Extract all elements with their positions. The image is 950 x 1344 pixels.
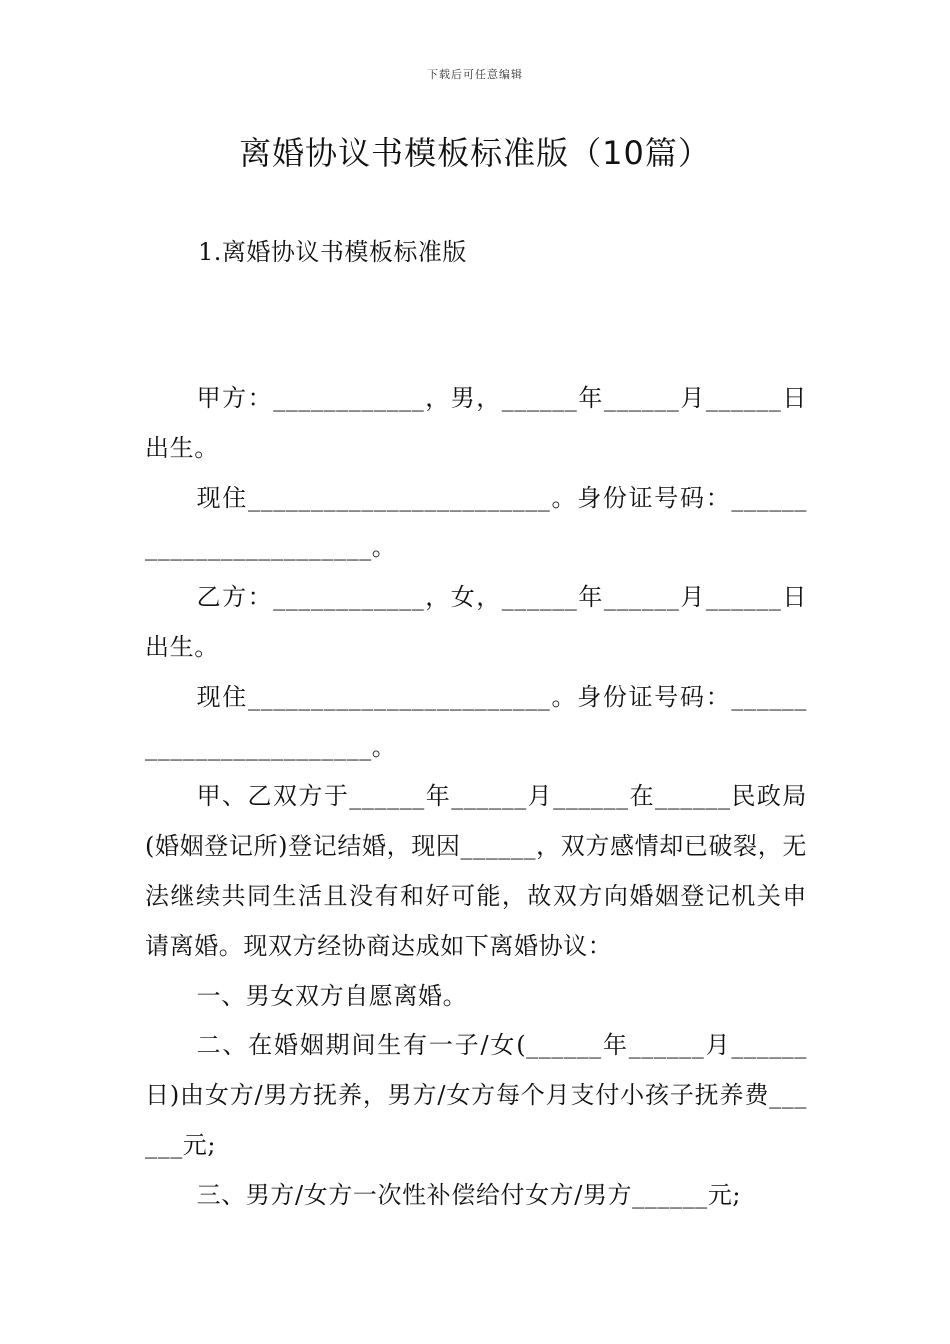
- document-title: 离婚协议书模板标准版（10篇）: [239, 134, 711, 172]
- clause-one: 一、男女双方自愿离婚。: [196, 981, 468, 1010]
- party-b-address-line: 现住________________________。身份证号码：________________________。: [145, 682, 807, 761]
- marriage-statement: 甲、乙双方于______年______月______在______民政局(婚姻登记所)登记结婚，现因______，双方感情却已破裂，无法继续共同生活且没有和好可能，故双方向婚姻登记机关申请离婚。现双方经协商达成如下离婚协议：: [145, 782, 807, 960]
- party-a-line: 甲方：____________，男，______年______月______日出生。: [145, 384, 807, 462]
- clause-two: 二、在婚姻期间生有一子/女(______年______月______日)由女方/男方抚养，男方/女方每个月支付小孩子抚养费______元;: [145, 1031, 807, 1159]
- party-a-address-line: 现住________________________。身份证号码：________________________。: [145, 483, 807, 562]
- party-b-line: 乙方：____________，女，______年______月______日出生。: [145, 583, 807, 661]
- header-note: 下载后可任意编辑: [427, 68, 523, 81]
- clause-three: 三、男方/女方一次性补偿给付女方/男方______元;: [196, 1180, 742, 1209]
- agreement-body: [145, 374, 807, 1221]
- section-heading: 1.离婚协议书模板标准版: [198, 238, 467, 266]
